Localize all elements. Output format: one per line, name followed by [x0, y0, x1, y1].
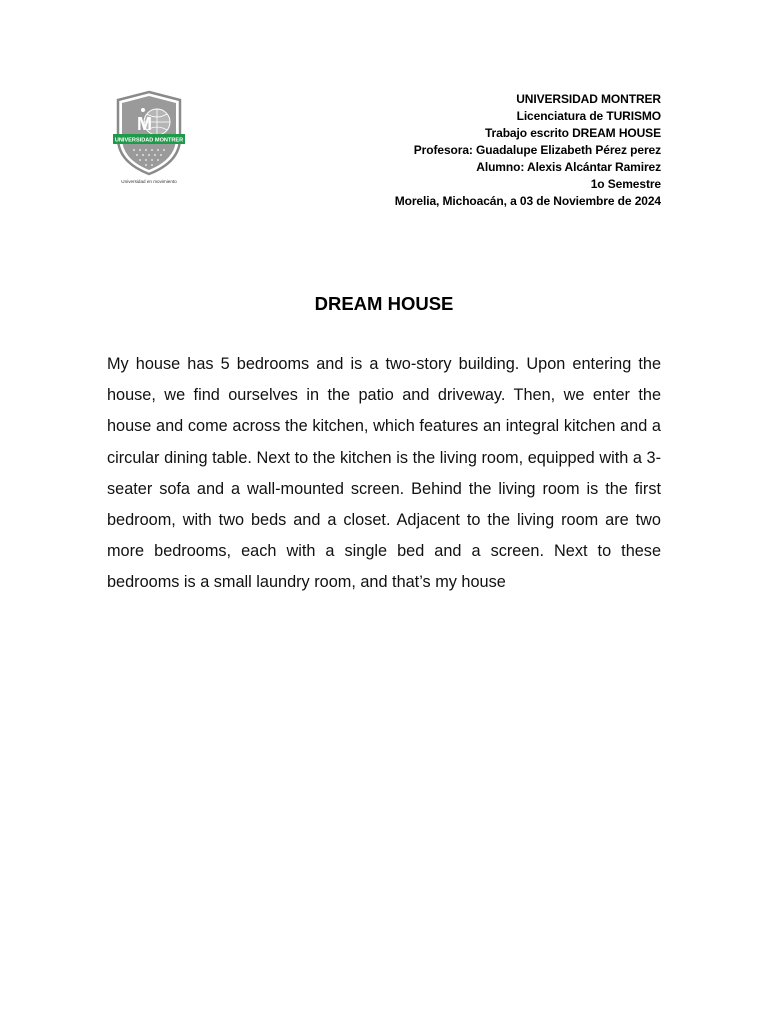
header-professor: Profesora: Guadalupe Elizabeth Pérez perez	[413, 143, 661, 157]
document-title: DREAM HOUSE	[314, 293, 454, 314]
header-student: Alumno: Alexis Alcántar Ramirez	[476, 160, 661, 174]
logo-tagline: Universidad en movimiento	[121, 179, 177, 184]
header-place-date: Morelia, Michoacán, a 03 de Noviembre de 2024	[394, 194, 661, 208]
university-crest-icon	[110, 90, 188, 188]
header-assignment: Trabajo escrito DREAM HOUSE	[484, 126, 661, 140]
header-university: UNIVERSIDAD MONTRER	[516, 92, 661, 106]
header-semester: 1o Semestre	[590, 177, 661, 191]
logo-name-text: UNIVERSIDAD MONTRER	[114, 137, 184, 144]
header-degree: Licenciatura de TURISMO	[516, 109, 661, 123]
svg-text:M: M	[137, 114, 152, 134]
body-paragraph: My house has 5 bedrooms and is a two-story building. Upon entering the house, we find ourselves in the patio and driveway. Then, we enter the house and come across the kitchen, which features an integral kitchen and a circular dining table. Next to the kitchen is the living room, equipped with a 3-seater sofa and a wall-mounted screen. Behind the living room is the first bedroom, with two beds and a closet. Adjacent to the living room are two more bedrooms, each with a single bed and a screen. Next to these bedrooms is a small laundry room, and that’s my house	[107, 355, 661, 592]
document-header	[261, 91, 661, 210]
